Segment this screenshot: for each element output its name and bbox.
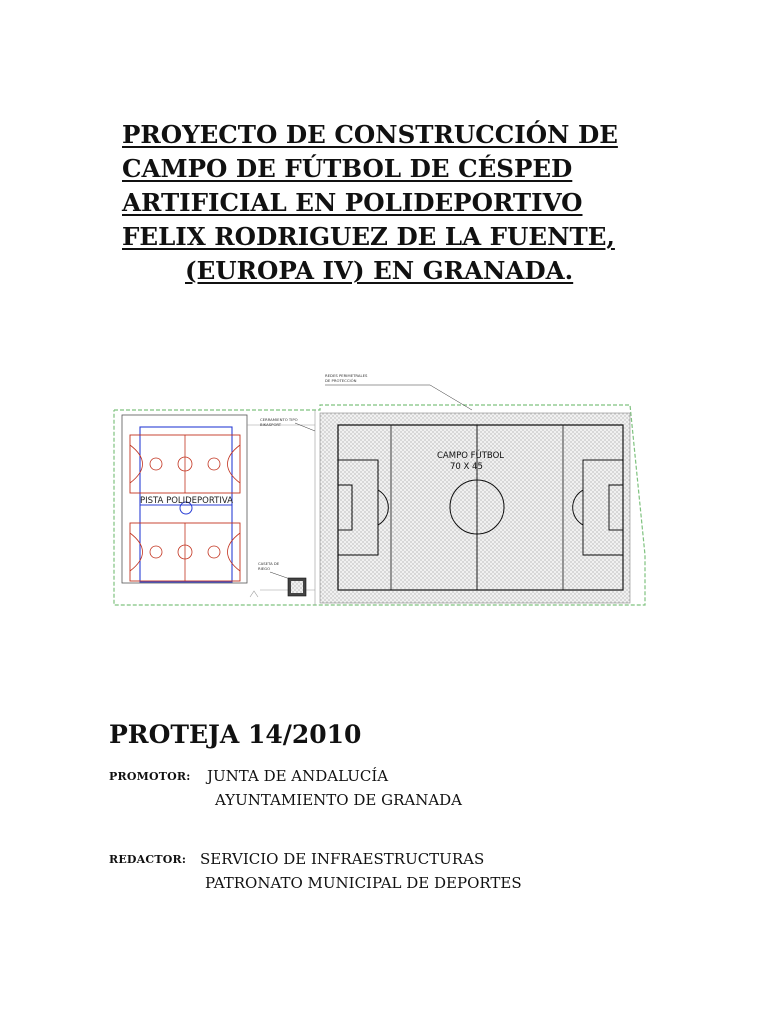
promotor-label: PROMOTOR: (109, 770, 191, 783)
document-title (122, 118, 682, 288)
svg-text:DE PROTECCIÓN: DE PROTECCIÓN (325, 378, 357, 383)
redactor-line-2: PATRONATO MUNICIPAL DE DEPORTES (205, 874, 522, 892)
svg-text:BIKASPORT: BIKASPORT (260, 422, 282, 427)
title-line-1: PROYECTO DE CONSTRUCCIÓN DE (122, 120, 618, 149)
svg-text:CASETA DE: CASETA DE (258, 561, 280, 566)
sports-court-label: PISTA POLIDEPORTIVA (140, 496, 233, 506)
svg-text:RIEGO: RIEGO (258, 566, 271, 571)
football-pitch (338, 425, 623, 590)
redactor-line-1: SERVICIO DE INFRAESTRUCTURAS (200, 850, 485, 868)
promotor-line-1: JUNTA DE ANDALUCÍA (207, 767, 389, 785)
project-reference: PROTEJA 14/2010 (109, 720, 362, 749)
title-line-4: FELIX RODRIGUEZ DE LA FUENTE, (122, 222, 615, 251)
football-pitch-dims: 70 X 45 (450, 462, 483, 472)
title-line-2: CAMPO DE FÚTBOL DE CÉSPED (122, 154, 573, 183)
site-plan-drawing (110, 365, 660, 625)
football-pitch-label: CAMPO FÚTBOL (437, 451, 505, 461)
title-line-3: ARTIFICIAL EN POLIDEPORTIVO (122, 188, 583, 217)
promotor-line-2: AYUNTAMIENTO DE GRANADA (215, 791, 463, 809)
title-line-5: (EUROPA IV) EN GRANADA. (185, 256, 574, 285)
svg-text:CERRAMIENTO TIPO: CERRAMIENTO TIPO (260, 417, 298, 422)
redactor-label: REDACTOR: (109, 853, 187, 866)
svg-text:REDES PERIMETRALES: REDES PERIMETRALES (325, 373, 368, 378)
